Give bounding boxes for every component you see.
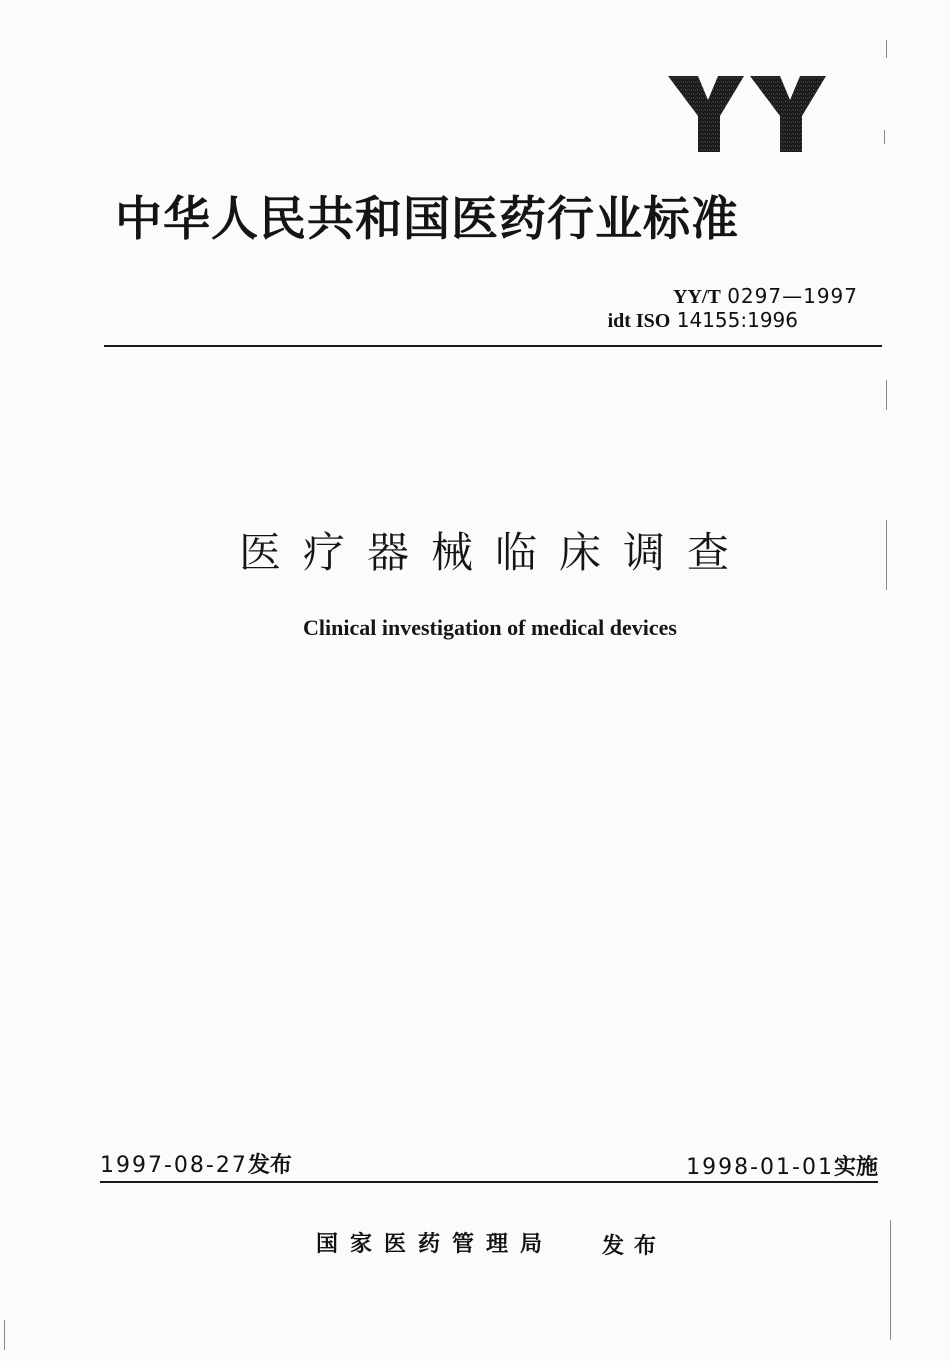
issue-date-value: 1997-08-27 [100, 1153, 248, 1178]
scan-mark [886, 40, 887, 58]
scan-mark [4, 1320, 5, 1350]
publisher: 国家医药管理局 [316, 1232, 555, 1257]
scan-mark [886, 520, 887, 590]
yy-logo [668, 72, 828, 156]
implementation-date-label: 实施 [833, 1155, 878, 1180]
header-rule [104, 345, 882, 347]
scan-mark [886, 380, 887, 410]
scan-mark [884, 130, 885, 144]
idt-number: 14155:1996 [676, 308, 798, 332]
standard-number-value: 0297—1997 [727, 284, 858, 308]
issue-date-label: 发布 [247, 1153, 292, 1178]
standard-prefix: YY/T [673, 286, 721, 308]
idt-reference [560, 307, 798, 334]
document-title-chinese: 医疗器械临床调查 [238, 528, 751, 577]
implementation-date [600, 1153, 878, 1183]
footer-rule [100, 1181, 878, 1183]
standard-number [560, 283, 858, 310]
issue-date [100, 1151, 292, 1181]
scan-mark [890, 1220, 891, 1340]
document-title-english: Clinical investigation of medical devices [303, 615, 677, 640]
implementation-date-value: 1998-01-01 [686, 1155, 834, 1180]
publisher-action: 发布 [602, 1234, 667, 1259]
idt-prefix: idt ISO [607, 310, 671, 332]
org-title: 中华人民共和国医药行业标准 [115, 192, 739, 247]
